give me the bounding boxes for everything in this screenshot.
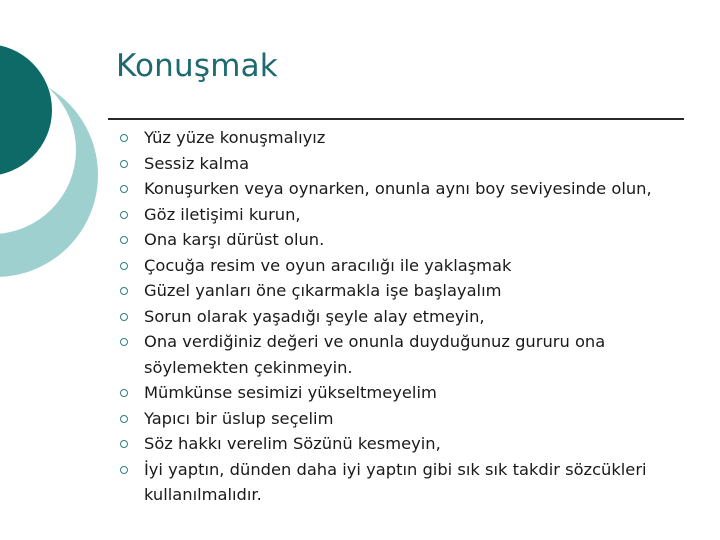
bullet-marker <box>116 431 144 457</box>
bullet-text: Ona karşı dürüst olun. <box>144 230 325 249</box>
bullet-item <box>116 125 686 151</box>
bullet-item <box>116 380 686 406</box>
bullet-text: Güzel yanları öne çıkarmakla işe başlayalım <box>144 281 502 300</box>
bullet-marker <box>116 380 144 406</box>
bullet-list <box>116 125 686 508</box>
bullet-marker <box>116 457 144 483</box>
slide-title: Konuşmak <box>116 48 278 84</box>
bullet-item <box>116 253 686 279</box>
bullet-marker <box>116 304 144 330</box>
bullet-item <box>116 406 686 432</box>
bullet-marker <box>116 406 144 432</box>
bullet-marker <box>116 278 144 304</box>
bullet-marker <box>116 329 144 355</box>
bullet-marker <box>116 125 144 151</box>
bullet-text: Sorun olarak yaşadığı şeyle alay etmeyin, <box>144 306 485 326</box>
bullet-text: Mümkünse sesimizi yükseltmeyelim <box>144 383 437 402</box>
bullet-marker <box>116 151 144 177</box>
bullet-item <box>116 457 686 508</box>
bullet-item <box>116 304 686 330</box>
bullet-text: Ona verdiğiniz değeri ve onunla duyduğunuz gururu ona söylemekten çekinmeyin. <box>144 332 606 377</box>
bullet-item <box>116 176 686 202</box>
bullet-item <box>116 202 686 228</box>
bullet-text: Sessiz kalma <box>144 153 250 173</box>
bullet-text: Yapıcı bir üslup seçelim <box>144 408 334 428</box>
decorative-circles <box>0 0 120 300</box>
bullet-marker <box>116 202 144 228</box>
bullet-text: Göz iletişimi kurun, <box>144 204 301 224</box>
bullet-text: Söz hakkı verelim Sözünü kesmeyin, <box>144 434 441 453</box>
bullet-item <box>116 227 686 253</box>
bullet-text: Konuşurken veya oynarken, onunla aynı boy seviyesinde olun, <box>144 179 652 198</box>
bullet-marker <box>116 253 144 279</box>
bullet-marker <box>116 227 144 253</box>
bullet-text: Çocuğa resim ve oyun aracılığı ile yaklaşmak <box>144 255 512 275</box>
bullet-item <box>116 431 686 457</box>
bullet-item <box>116 329 686 380</box>
bullet-text: İyi yaptın, dünden daha iyi yaptın gibi sık sık takdir sözcükleri kullanılmalıdır. <box>144 459 647 504</box>
bullet-marker <box>116 176 144 202</box>
bullet-item <box>116 151 686 177</box>
bullet-item <box>116 278 686 304</box>
title-divider <box>108 118 684 120</box>
bullet-text: Yüz yüze konuşmalıyız <box>144 128 326 147</box>
